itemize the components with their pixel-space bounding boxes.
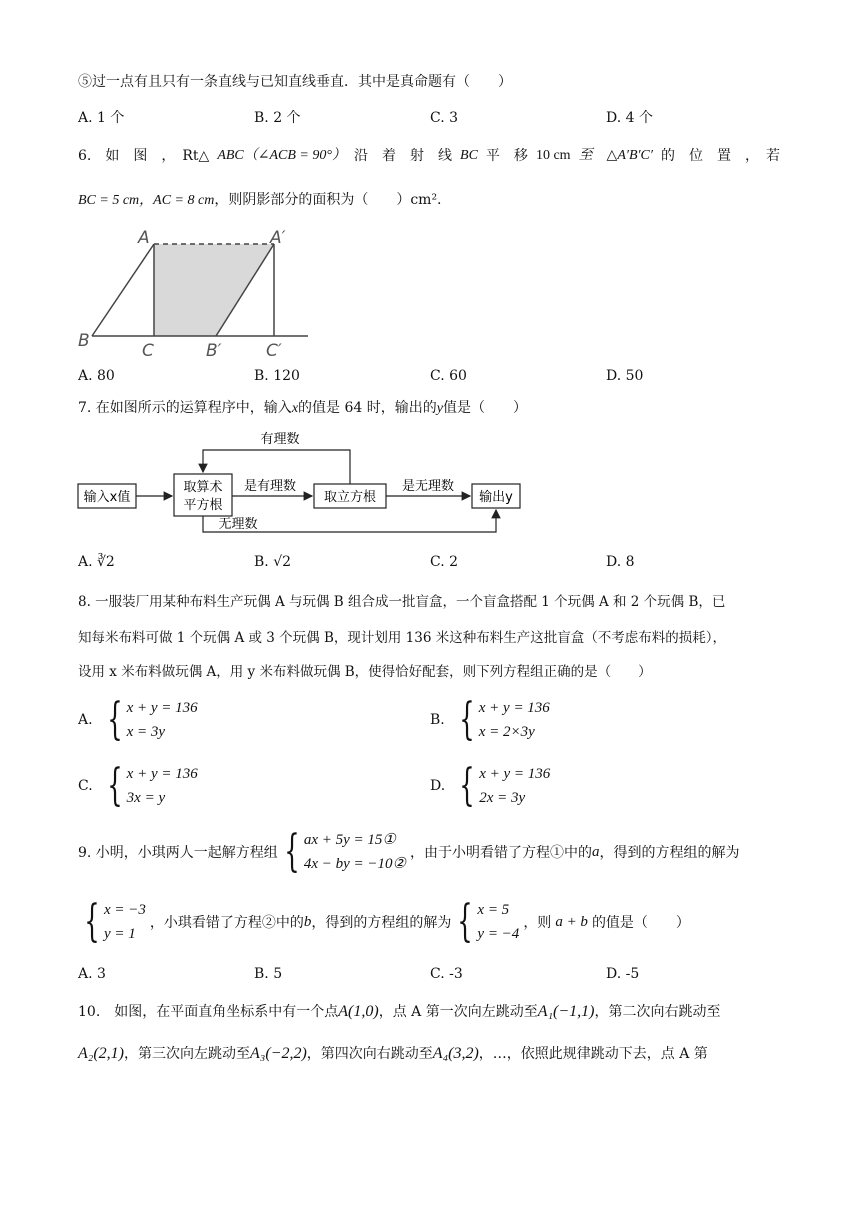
q10-l2c: ，…，依照此规律跳动下去，点 A 第: [478, 1046, 708, 1062]
brace: {: [459, 694, 475, 745]
label-a-prime: A′: [270, 228, 286, 248]
q9-option-d: D. -5: [606, 966, 640, 982]
label-is-rational: 是有理数: [243, 479, 297, 494]
q9-sol1-eq2: y = 1: [104, 926, 136, 942]
q6-option-d: D. 50: [606, 368, 644, 384]
q7-text-b: 的值是 64 时，输出的: [298, 400, 437, 416]
segment-ab: [92, 244, 154, 336]
q10-line1: [78, 1002, 721, 1022]
q8-d-eq2: 2x = 3y: [479, 790, 526, 806]
q6-l1g: 至 △A′B′C′: [578, 148, 653, 163]
brace: {: [284, 826, 300, 877]
q9-mid: ，小琪看错了方程②中的: [149, 915, 304, 931]
box-output-text: 输出y: [479, 490, 513, 505]
q9-sys-eq2: 4x − by = −10②: [303, 856, 406, 872]
q7-text: [78, 398, 527, 419]
q10-point-a2: A₂(2,1): [78, 1045, 124, 1062]
q9-option-a: A. 3: [78, 966, 106, 982]
q6-figure: [70, 222, 320, 362]
q8-option-c: [78, 762, 198, 810]
q8-c-eq1: x + y = 136: [126, 766, 198, 782]
q8-b-eq1: x + y = 136: [478, 700, 550, 716]
q5-text: ⑤过一点有且只有一条直线与已知直线垂直．其中是真命题有（ ）: [78, 74, 512, 90]
q5-option-a: A. 1 个: [78, 110, 125, 126]
q8-a-eq1: x + y = 136: [126, 700, 198, 716]
q10-l1c: ，第二次向右跳动至: [594, 1004, 721, 1020]
q9-lead: 9. 小明，小琪两人一起解方程组: [78, 845, 278, 861]
q9-sol1-eq1: x = −3: [104, 902, 146, 918]
q9-end-expr: a + b: [555, 913, 588, 930]
q8-line2: 知每米布料可做 1 个玩偶 A 或 3 个玩偶 B，现计划用 136 米这种布料生产这批盲盒（不考虑布料的损耗），: [78, 630, 726, 646]
q8-option-d-label: D.: [430, 778, 446, 794]
q8-line1: 8. 一服装厂用某种布料生产玩偶 A 与玩偶 B 组合成一批盲盒，一个盲盒搭配 1 个玩偶 A 和 2 个玩偶 B，已: [78, 594, 726, 610]
q6-l1b: ABC（∠ACB = 90°）: [217, 148, 346, 163]
q8-c-eq2: 3x = y: [126, 790, 166, 806]
box-input-text: 输入x值: [83, 490, 131, 505]
q6-l2a: BC = 5 cm，AC = 8 cm: [78, 193, 215, 208]
q9-line2: [78, 898, 690, 946]
q6-l1a: 6. 如 图 ， Rt△: [78, 148, 210, 164]
q8-option-a: [78, 696, 198, 744]
q9-end-b: 的值是（ ）: [591, 915, 690, 931]
q6-option-b: B. 120: [254, 368, 300, 384]
q10-point-a: A(1,0): [338, 1003, 379, 1020]
box-cube-text: 取立方根: [323, 490, 377, 505]
q8-option-c-label: C.: [78, 778, 93, 794]
label-irrational: 无理数: [218, 517, 258, 532]
q9-sol2-eq2: y = −4: [477, 926, 520, 942]
q5-option-c: C. 3: [430, 110, 459, 126]
q8-line3: 设用 x 米布料做玩偶 A，用 y 米布料做玩偶 B，使得恰好配套，则下列方程组正确的是（ ）: [78, 664, 652, 680]
q8-b-eq2: x = 2×3y: [478, 724, 535, 740]
q6-line2: [78, 190, 442, 211]
q10-line2: [78, 1044, 708, 1064]
q7-option-d: D. 8: [606, 554, 635, 570]
q6-l1h: 的 位 置 ， 若: [660, 148, 780, 164]
label-rational-loop: 有理数: [260, 432, 300, 447]
q10-point-a1: A₁(−1,1): [537, 1003, 595, 1020]
brace: {: [459, 760, 475, 811]
box-sqrt-text1: 取算术: [183, 480, 223, 495]
brace: {: [106, 694, 123, 745]
q6-l1f: 10 cm: [535, 148, 571, 163]
q6-l1d: BC: [460, 148, 478, 163]
q6-l2b: ，则阴影部分的面积为（ ）cm².: [214, 192, 442, 208]
q6-line1: [78, 146, 780, 166]
q8-option-b: [430, 696, 550, 744]
q7-text-c: 值是（ ）: [442, 400, 527, 416]
q9-var-a: a: [591, 843, 600, 860]
q8-d-eq1: x + y = 136: [479, 766, 551, 782]
q10-l1b: ，点 A 第一次向左跳动至: [378, 1004, 538, 1020]
q9-option-b: B. 5: [254, 966, 283, 982]
brace: {: [106, 760, 123, 811]
q9-tail1-end: ，得到的方程组的解为: [599, 845, 740, 861]
q5-option-b: B. 2 个: [254, 110, 301, 126]
q8-option-a-label: A.: [78, 712, 93, 728]
q8-option-d: [430, 762, 550, 810]
q5-option-d: D. 4 个: [606, 110, 653, 126]
q7-var-y: y: [436, 401, 443, 416]
q9-mid-end: ，得到的方程组的解为: [311, 915, 452, 931]
q10-point-a4: A₄(3,2): [432, 1045, 479, 1062]
q7-text-a: 7. 在如图所示的运算程序中，输入: [78, 400, 292, 416]
label-a: A: [138, 228, 150, 248]
q7-flowchart: [70, 424, 530, 542]
q6-l1e: 平 移: [485, 148, 528, 164]
brace: {: [457, 896, 474, 947]
q7-option-b: B. √2: [254, 554, 292, 570]
q9-sys-eq1: ax + 5y = 15①: [303, 832, 396, 848]
label-is-irrational: 是无理数: [401, 479, 455, 494]
q10-l1a: 10. 如图，在平面直角坐标系中有一个点: [78, 1004, 339, 1020]
q9-end-a: ，则: [523, 915, 552, 931]
brace: {: [84, 896, 100, 947]
q9-option-c: C. -3: [430, 966, 463, 982]
q10-l2a: ，第三次向左跳动至: [124, 1046, 250, 1062]
q6-option-a: A. 80: [78, 368, 115, 384]
q7-option-a: A. ∛2: [78, 554, 115, 570]
q6-option-c: C. 60: [430, 368, 467, 384]
q8-a-eq2: x = 3y: [126, 724, 165, 740]
q7-var-x: x: [291, 401, 299, 416]
label-c-prime: C′: [266, 341, 282, 361]
q10-l2b: ，第四次向右跳动至: [306, 1046, 433, 1062]
q7-option-c: C. 2: [430, 554, 459, 570]
q9-line1: [78, 828, 739, 876]
label-b-prime: B′: [206, 341, 222, 361]
q10-point-a3: A₃(−2,2): [250, 1045, 307, 1062]
q9-var-b: b: [303, 913, 312, 930]
box-sqrt-text2: 平方根: [183, 498, 223, 513]
shaded-region: [154, 244, 274, 336]
q8-option-b-label: B.: [430, 712, 445, 728]
q9-sol2-eq1: x = 5: [477, 902, 510, 918]
label-b: B: [78, 331, 90, 351]
label-c: C: [142, 341, 154, 361]
q6-l1c: 沿 着 射 线: [354, 148, 452, 164]
q9-tail1: ，由于小明看错了方程①中的: [409, 845, 592, 861]
